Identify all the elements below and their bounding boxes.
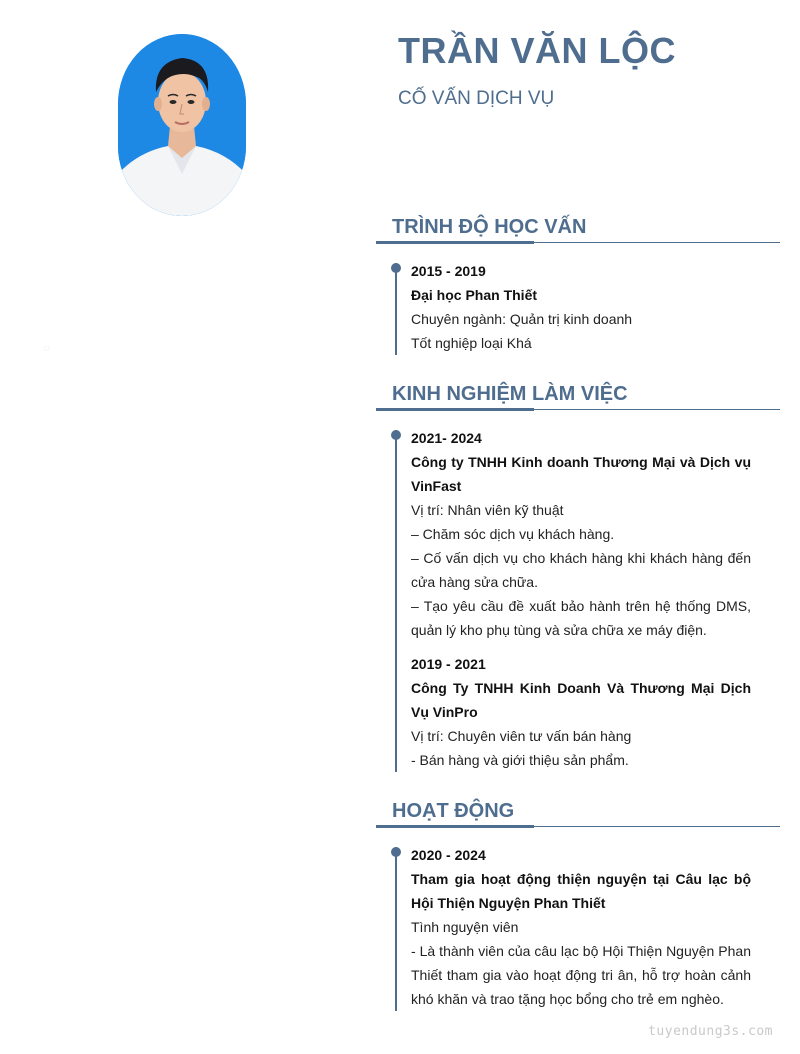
timeline-dot — [391, 263, 401, 273]
timeline-line — [395, 847, 397, 1011]
activities-timeline — [376, 843, 751, 1011]
activity-role: Tình nguyện viên — [411, 919, 519, 935]
experience-divider — [376, 408, 780, 410]
job-position: Vị trí: Chuyên viên tư vấn bán hàng — [411, 728, 632, 744]
education-major: Chuyên ngành: Quản trị kinh doanh — [411, 311, 633, 327]
job-entry — [411, 426, 751, 642]
avatar — [118, 34, 246, 216]
education-divider — [376, 241, 780, 243]
job-period: 2019 - 2021 — [411, 656, 486, 672]
job-entry — [411, 652, 751, 772]
job-duty: – Chăm sóc dịch vụ khách hàng. — [411, 526, 615, 542]
education-period: 2015 - 2019 — [411, 263, 486, 279]
job-company: Công ty TNHH Kinh doanh Thương Mại và Dịch vụ VinFast — [411, 454, 751, 494]
decorative-mark: ○ — [43, 341, 51, 355]
activity-description: - Là thành viên của câu lạc bộ Hội Thiện Nguyện Phan Thiết tham gia vào hoạt động tri ân, hỗ trợ hoàn cảnh khó khăn và trao tặng học bổng cho trẻ em nghèo. — [411, 943, 751, 1007]
activities-divider — [376, 825, 780, 827]
education-grade: Tốt nghiệp loại Khá — [411, 335, 532, 351]
experience-heading: KINH NGHIỆM LÀM VIỆC — [392, 383, 628, 405]
activity-entry — [411, 843, 751, 1011]
experience-timeline — [376, 426, 751, 772]
job-duty: – Cố vấn dịch vụ cho khách hàng khi khách hàng đến cửa hàng sửa chữa. — [411, 550, 751, 590]
timeline-line — [395, 430, 397, 772]
job-period: 2021- 2024 — [411, 430, 482, 446]
activity-title: Tham gia hoạt động thiện nguyện tại Câu lạc bộ Hội Thiện Nguyện Phan Thiết — [411, 871, 751, 911]
timeline-line — [395, 263, 397, 355]
timeline-dot — [391, 430, 401, 440]
watermark: tuyendung3s.com — [648, 1024, 773, 1039]
activity-period: 2020 - 2024 — [411, 847, 486, 863]
job-duty: - Bán hàng và giới thiệu sản phẩm. — [411, 752, 629, 768]
education-school: Đại học Phan Thiết — [411, 287, 538, 303]
experience-section — [376, 380, 780, 772]
left-column — [0, 0, 362, 1054]
profile-photo — [118, 34, 246, 216]
job-position: Vị trí: Nhân viên kỹ thuật — [411, 502, 564, 518]
job-company: Công Ty TNHH Kinh Doanh Và Thương Mại Dịch Vụ VinPro — [411, 680, 751, 720]
education-section — [376, 213, 780, 355]
timeline-dot — [391, 847, 401, 857]
education-entry — [411, 259, 751, 355]
activities-section — [376, 797, 780, 1011]
job-duty: – Tạo yêu cầu đề xuất bảo hành trên hệ thống DMS, quản lý kho phụ tùng và sửa chữa xe máy điện. — [411, 598, 751, 638]
education-timeline — [376, 259, 751, 355]
education-heading: TRÌNH ĐỘ HỌC VẤN — [392, 216, 587, 238]
candidate-name: TRẦN VĂN LỘC — [398, 30, 676, 71]
activities-heading: HOẠT ĐỘNG — [392, 800, 515, 822]
candidate-title: CỐ VẤN DỊCH VỤ — [398, 88, 555, 109]
